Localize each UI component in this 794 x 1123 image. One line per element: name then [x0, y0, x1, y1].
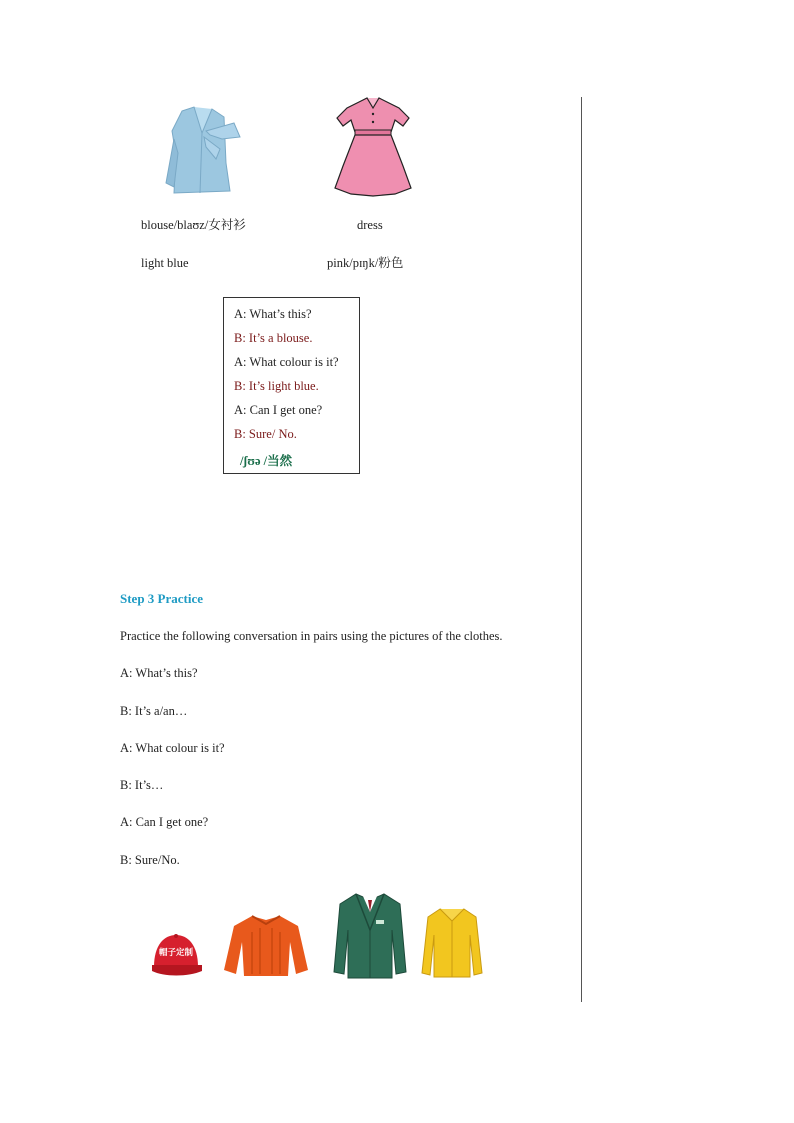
cap-picture: [148, 925, 204, 981]
dress-colour: pink/pɪŋk/粉色: [327, 256, 404, 270]
model-dialog-box: [223, 297, 360, 474]
dialog-line-1: A: What’s this?: [234, 307, 312, 321]
margin-rule: [581, 97, 582, 1002]
cap-text: 帽子定制: [158, 948, 194, 958]
dialog-line-3: A: What colour is it?: [234, 355, 339, 369]
practice-line-6: B: Sure/No.: [120, 853, 180, 867]
blouse-word: blouse/blaʊz/女衬衫: [141, 218, 246, 232]
dialog-line-2: B: It’s a blouse.: [234, 331, 313, 345]
practice-line-4: B: It’s…: [120, 778, 164, 792]
step3-instruction: Practice the following conversation in pairs using the pictures of the clothes.: [120, 629, 503, 643]
practice-line-3: A: What colour is it?: [120, 741, 225, 755]
dress-picture: [333, 96, 413, 198]
blouse-picture: [160, 103, 242, 198]
practice-line-2: B: It’s a/an…: [120, 704, 188, 718]
dress-word: dress: [357, 218, 383, 232]
dialog-line-6: B: Sure/ No.: [234, 427, 297, 441]
practice-line-5: A: Can I get one?: [120, 815, 209, 829]
dialog-phonetic: /ʃʊə /当然: [240, 454, 293, 468]
shirt-picture: [420, 905, 484, 979]
dialog-line-4: B: It’s light blue.: [234, 379, 319, 393]
practice-line-1: A: What’s this?: [120, 666, 198, 680]
sweater-picture: [222, 912, 310, 980]
coat-picture: [332, 890, 408, 980]
step3-heading: Step 3 Practice: [120, 591, 204, 606]
dialog-line-5: A: Can I get one?: [234, 403, 323, 417]
blouse-colour: light blue: [141, 256, 189, 270]
